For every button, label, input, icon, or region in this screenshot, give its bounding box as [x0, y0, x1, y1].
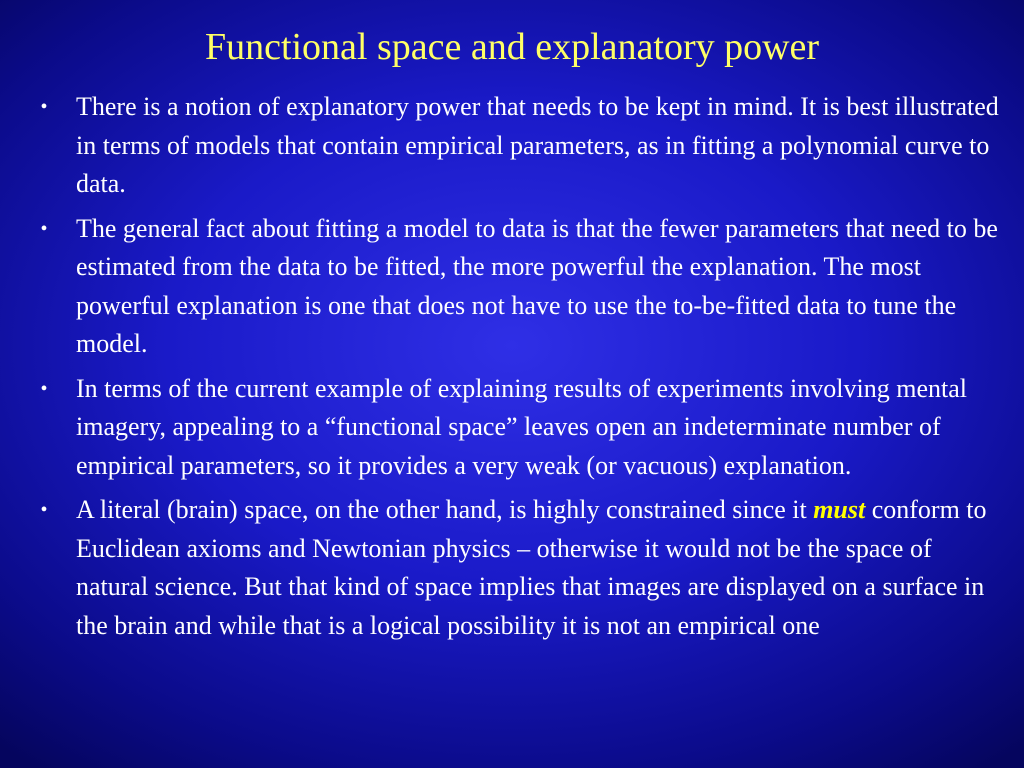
bullet-item — [36, 370, 1010, 486]
bullet-item — [36, 88, 1010, 204]
emphasis-must: must — [813, 495, 866, 524]
bullet-dot-icon: • — [40, 217, 48, 240]
slide-title: Functional space and explanatory power — [204, 26, 820, 68]
bullet-text: The general fact about fitting a model to data is that the fewer parameters that need to be estimated from the data to be fitted, the more powerful the explanation. The most powerful explanation is one that does not have to use the to-be-fitted data to tune the model. — [76, 213, 998, 358]
bullet-list — [36, 88, 1010, 651]
bullet-dot-icon: • — [40, 499, 48, 521]
bullet-text: There is a notion of explanatory power that needs to be kept in mind. It is best illustrated in terms of models that contain empirical parameters, as in fitting a polynomial curve to data. — [76, 92, 999, 198]
bullet-dot-icon: • — [40, 96, 48, 118]
bullet-text-before: A literal (brain) space, on the other hand, is highly constrained since it — [76, 495, 814, 524]
bullet-text-after: conform to Euclidean axioms and Newtonian physics – otherwise it would not be the space of natural science. But that kind of space implies that images are displayed on a surface in the brain and while that is a logical possibility it is not an empirical one — [76, 495, 987, 640]
bullet-item — [36, 491, 1010, 645]
bullet-dot-icon: • — [40, 377, 48, 400]
bullet-text: In terms of the current example of explaining results of experiments involving mental imagery, appealing to a “functional space” leaves open an indeterminate number of empirical parameters, so it provides a very weak (or vacuous) explanation. — [76, 373, 967, 480]
bullet-item — [36, 210, 1010, 364]
